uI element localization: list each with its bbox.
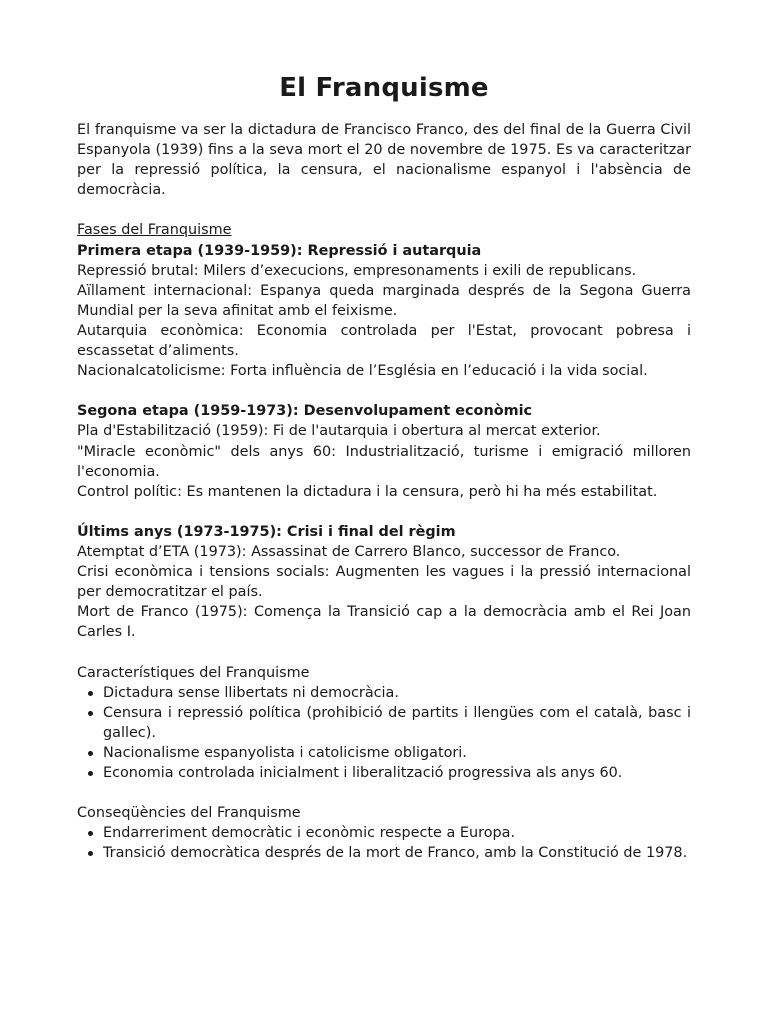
spacer xyxy=(77,381,691,401)
consequencies-list xyxy=(77,823,691,863)
caracteristiques-heading: Característiques del Franquisme xyxy=(77,664,310,681)
etapa1-line: Aïllament internacional: Espanya queda marginada després de la Segona Guerra Mundial per la seva afinitat amb el feixisme. xyxy=(77,282,691,319)
etapa2-line: Pla d'Estabilització (1959): Fi de l'autarquia i obertura al mercat exterior. xyxy=(77,423,601,440)
consequencies-heading: Conseqüències del Franquisme xyxy=(77,805,301,822)
etapa3-line: Crisi econòmica i tensions socials: Augmenten les vagues i la pressió internacional per democratitzar el país. xyxy=(77,564,691,601)
etapa2-line: "Miracle econòmic" dels anys 60: Industrialització, turisme i emigració milloren l'economia. xyxy=(77,443,691,480)
etapa1-line: Repressió brutal: Milers d’execucions, empresonaments i exili de republicans. xyxy=(77,262,637,279)
list-item: Nacionalisme espanyolista i catolicisme obligatori. xyxy=(103,743,691,763)
etapa1-line: Autarquia econòmica: Economia controlada per l'Estat, provocant pobresa i escassetat d’aliments. xyxy=(77,322,691,360)
etapa2-line: Control polític: Es mantenen la dictadura i la censura, però hi ha més estabilitat. xyxy=(77,483,658,500)
intro-paragraph: El franquisme va ser la dictadura de Francisco Franco, des del final de la Guerra Civil Espanyola (1939) fins a la seva mort el 20 de novembre de 1975. Es va caracteritzar per la repressió política, la censura, el nacionalisme espanyol i l'absència de democràcia. xyxy=(77,122,691,199)
list-item: Economia controlada inicialment i liberalització progressiva als anys 60. xyxy=(103,763,691,783)
list-item: Dictadura sense llibertats ni democràcia. xyxy=(103,683,691,703)
spacer xyxy=(77,502,691,522)
spacer xyxy=(77,200,691,220)
etapa1-line: Nacionalcatolicisme: Forta influència de l’Església en l’educació i la vida social. xyxy=(77,363,648,380)
caracteristiques-list xyxy=(77,683,691,783)
list-item: Transició democràtica després de la mort de Franco, amb la Constitució de 1978. xyxy=(103,843,691,863)
fases-heading[interactable]: Fases del Franquisme xyxy=(77,222,232,239)
etapa3-line: Atemptat d’ETA (1973): Assassinat de Carrero Blanco, successor de Franco. xyxy=(77,543,621,560)
etapa1-title: Primera etapa (1939-1959): Repressió i autarquia xyxy=(77,242,482,259)
page-title: El Franquisme xyxy=(279,73,489,103)
document-page xyxy=(77,70,691,863)
etapa3-title: Últims anys (1973-1975): Crisi i final del règim xyxy=(77,523,456,540)
list-item: Censura i repressió política (prohibició de partits i llengües com el català, basc i gallec). xyxy=(103,703,691,743)
etapa2-title: Segona etapa (1959-1973): Desenvolupament econòmic xyxy=(77,403,533,420)
etapa3-line: Mort de Franco (1975): Comença la Transició cap a la democràcia amb el Rei Joan Carles I. xyxy=(77,604,691,641)
list-item: Endarreriment democràtic i econòmic respecte a Europa. xyxy=(103,823,691,843)
spacer xyxy=(77,642,691,662)
spacer xyxy=(77,783,691,803)
